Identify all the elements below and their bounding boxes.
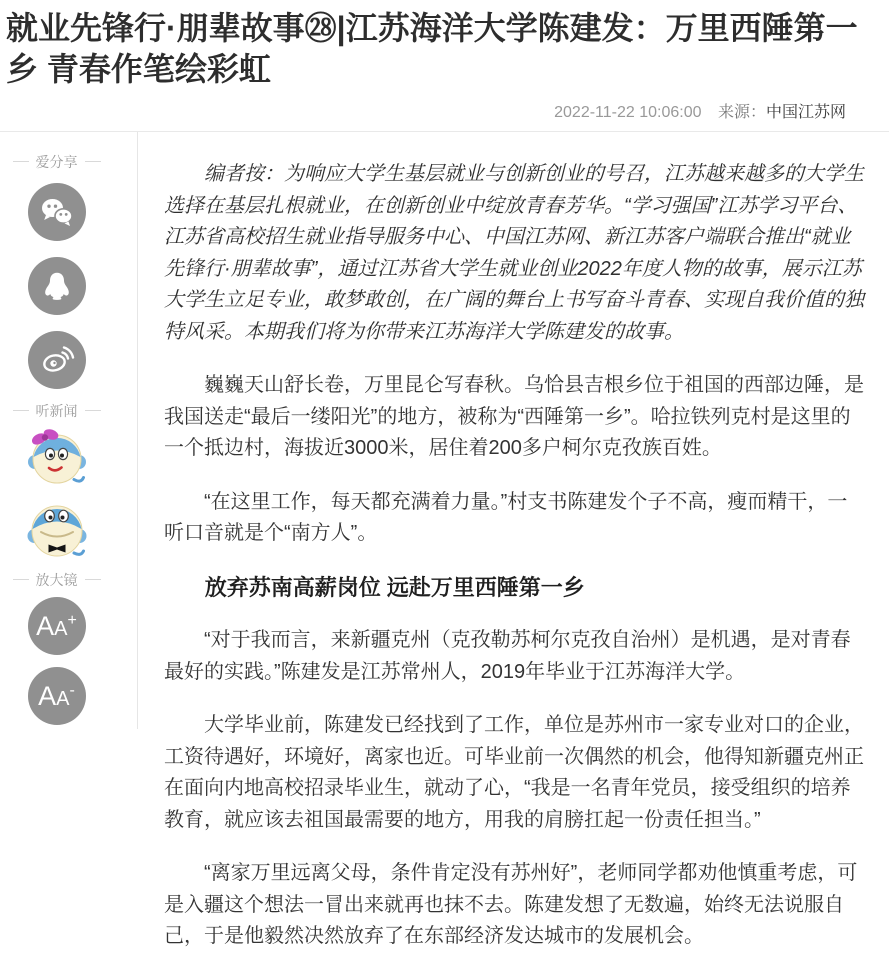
publish-time: 2022-11-22 10:06:00: [554, 104, 702, 121]
fontsize-section-text: 放大镜: [35, 571, 78, 588]
paragraph: 巍巍天山舒长卷，万里昆仑写春秋。乌恰县吉根乡位于祖国的西部边陲，是我国送走“最后一缕阳光”的地方，被称为“西陲第一乡”。哈拉铁列克村是这里的一个抵边村，海拔近3000米，居住着200多户柯尔克孜族百姓。: [164, 374, 864, 459]
font-increase-button[interactable]: [28, 597, 86, 655]
weibo-share-button[interactable]: [28, 331, 86, 389]
page-content: [0, 132, 889, 975]
font-decrease-icon: A A -: [38, 680, 75, 711]
label-dash: [13, 579, 29, 580]
qq-icon: [40, 269, 74, 303]
editor-note: 编者按：为响应大学生基层就业与创新创业的号召，江苏越来越多的大学生选择在基层扎根就业，在创新创业中绽放青春芳华。“学习强国”江苏学习平台、江苏省高校招生就业指导服务中心、中国江苏网、新江苏客户端联合推出“就业先锋行·朋辈故事”，通过江苏省大学生就业创业2022年度人物的故事，展示江苏大学生立足专业，敢梦敢创，在广阔的舞台上书写奋斗青春、实现自我价值的独特风采。本期我们将为你带来江苏海洋大学陈建发的故事。: [164, 163, 864, 343]
font-decrease-button[interactable]: [28, 667, 86, 725]
paragraph: “在这里工作，每天都充满着力量。”村支书陈建发个子不高，瘦而精干，一听口音就是个“南方人”。: [164, 490, 848, 544]
label-dash: [85, 410, 101, 411]
listen-section-text: 听新闻: [35, 402, 78, 419]
article-body: [138, 132, 889, 975]
label-dash: [85, 579, 101, 580]
qq-share-button[interactable]: [28, 257, 86, 315]
article-header: [0, 0, 889, 131]
section-heading: 放弃苏南高薪岗位 远赴万里西陲第一乡: [204, 574, 585, 600]
paragraph: “离家万里远离父母，条件肯定没有苏州好”，老师同学都劝他慎重考虑，可是入疆这个想法一冒出来就再也抹不去。陈建发想了无数遍，始终无法说服自己，于是他毅然决然放弃了在东部经济发达城市的发展机会。: [164, 862, 858, 947]
female-voice-icon: [27, 427, 87, 487]
paragraph: 大学毕业前，陈建发已经找到了工作，单位是苏州市一家专业对口的企业，工资待遇好，环境好，离家也近。可毕业前一次偶然的机会，他得知新疆克州正在面向内地高校招录毕业生，就动了心，“我是一名青年党员，接受组织的培养教育，就应该去祖国最需要的地方，用我的肩膀扛起一份责任担当。”: [164, 714, 864, 831]
tools-sidebar: [0, 132, 138, 729]
article-meta: [6, 90, 875, 131]
page-title: 就业先锋行·朋辈故事㉘|江苏海洋大学陈建发：万里西陲第一乡 青春作笔绘彩虹: [6, 10, 858, 87]
weibo-icon: [39, 342, 75, 378]
wechat-icon: [39, 194, 75, 230]
paragraph: “对于我而言，来新疆克州（克孜勒苏柯尔克孜自治州）是机遇，是对青春最好的实践。”陈建发是江苏常州人，2019年毕业于江苏海洋大学。: [164, 629, 851, 683]
fontsize-section-label: [0, 571, 113, 588]
share-section-label: [0, 153, 113, 170]
male-voice-button[interactable]: [27, 499, 87, 559]
label-dash: [13, 161, 29, 162]
label-dash: [85, 161, 101, 162]
female-voice-button[interactable]: [27, 427, 87, 487]
male-voice-icon: [27, 499, 87, 559]
wechat-share-button[interactable]: [28, 183, 86, 241]
font-increase-icon: A A +: [36, 610, 77, 641]
label-dash: [13, 410, 29, 411]
source-label: 来源：: [717, 104, 766, 121]
listen-section-label: [0, 402, 113, 419]
share-section-text: 爱分享: [35, 153, 78, 170]
source-name: 中国江苏网: [765, 104, 846, 121]
